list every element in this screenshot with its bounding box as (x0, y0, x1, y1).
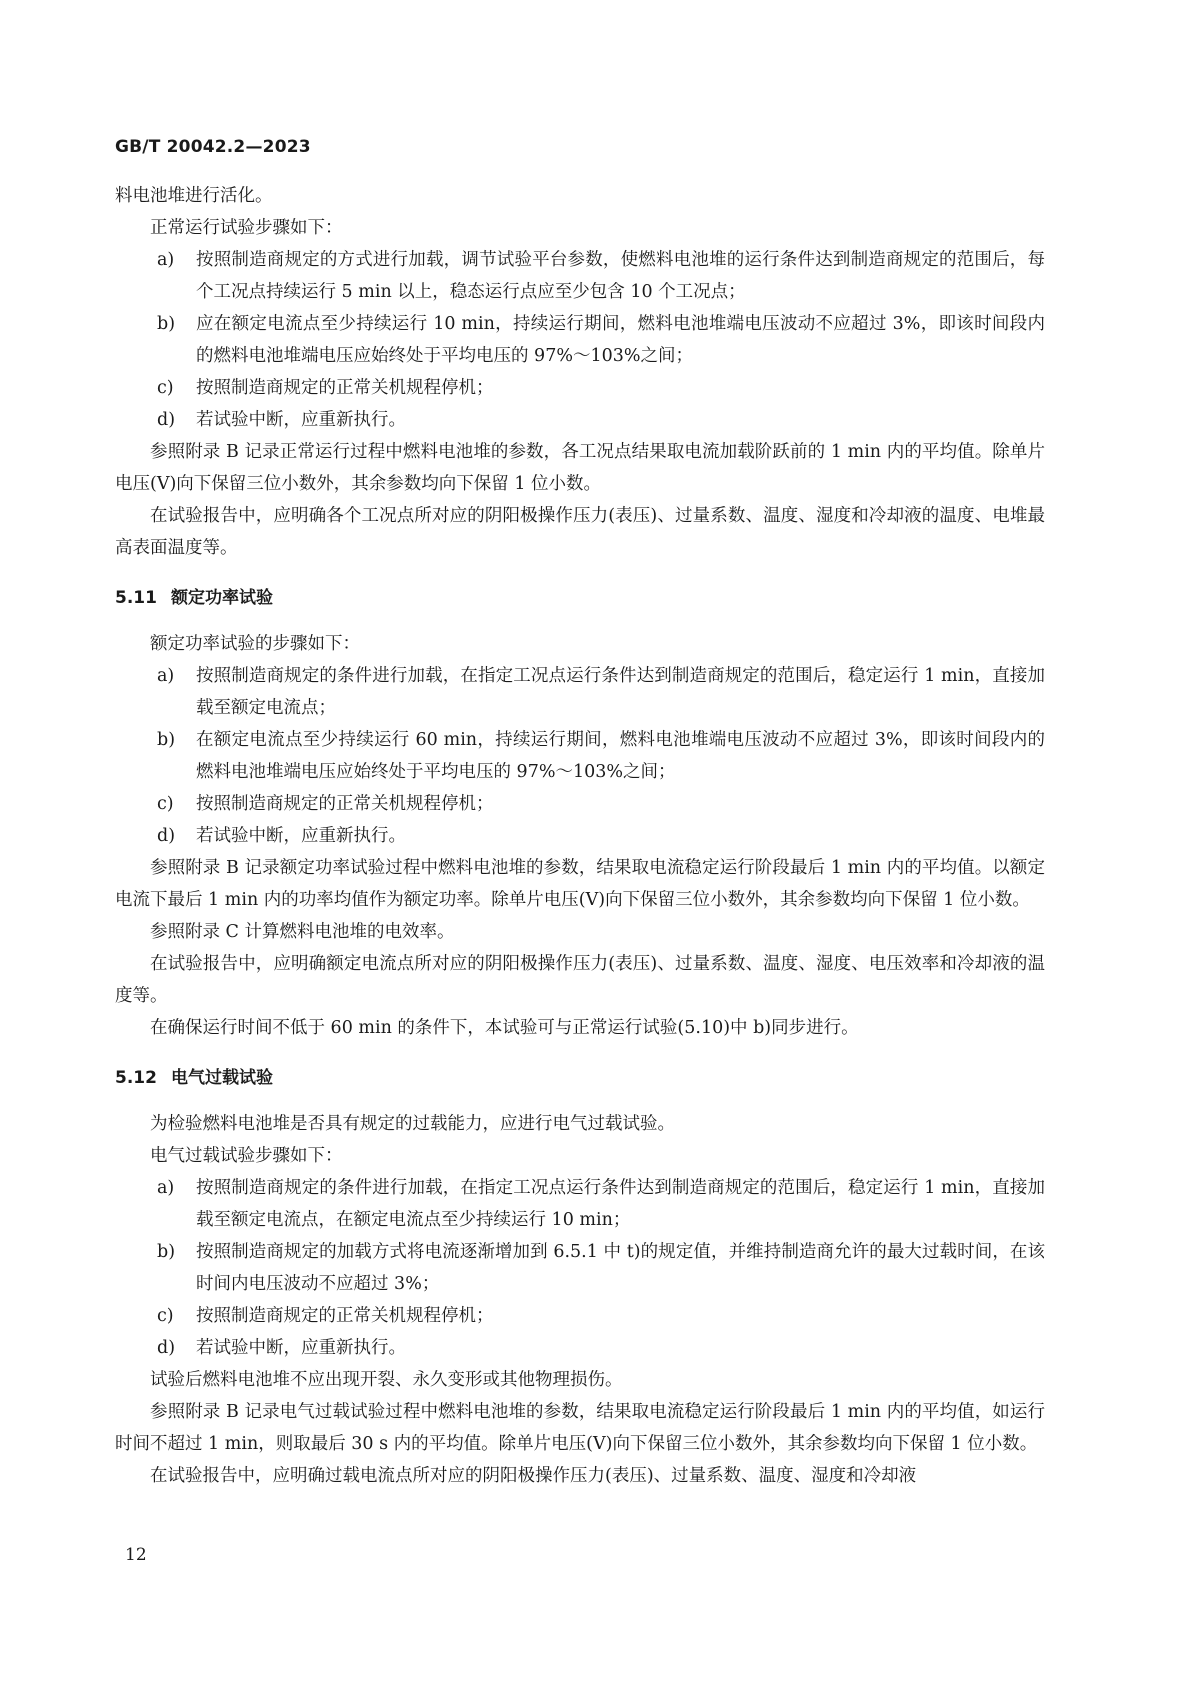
section-heading (115, 582, 1045, 614)
paragraph: 参照附录 B 记录额定功率试验过程中燃料电池堆的参数，结果取电流稳定运行阶段最后 1 min 内的平均值。以额定电流下最后 1 min 内的功率均值作为额定功率。除单片电压(V)向下保留三位小数外，其余参数均向下保留 1 位小数。 (115, 858, 1045, 910)
list-item-text: 若试验中断，应重新执行。 (196, 1338, 406, 1358)
list-item-text: 应在额定电流点至少持续运行 10 min，持续运行期间，燃料电池堆端电压波动不应超过 3%，即该时间段内的燃料电池堆端电压应始终处于平均电压的 97%～103%之间； (196, 314, 1045, 366)
paragraph: 在试验报告中，应明确过载电流点所对应的阴阳极操作压力(表压)、过量系数、温度、湿度和冷却液 (150, 1466, 917, 1486)
list-item-label: b) (157, 730, 176, 750)
paragraph: 额定功率试验的步骤如下： (150, 634, 360, 654)
list-item-label: c) (157, 378, 174, 398)
list-item (115, 404, 1045, 436)
list-item-label: a) (157, 250, 175, 270)
list-item-text: 按照制造商规定的正常关机规程停机； (196, 1306, 494, 1326)
paragraph: 电气过载试验步骤如下： (150, 1146, 343, 1166)
page-number: 12 (125, 1545, 147, 1565)
section-number: 5.12 (115, 1068, 157, 1088)
document-header: GB/T 20042.2—2023 (115, 137, 311, 157)
list-item-text: 按照制造商规定的正常关机规程停机； (196, 378, 494, 398)
list-item (115, 1236, 1045, 1300)
list-item-text: 按照制造商规定的加载方式将电流逐渐增加到 6.5.1 中 t)的规定值，并维持制造商允许的最大过载时间，在该时间内电压波动不应超过 3%； (196, 1242, 1045, 1294)
list-item (115, 660, 1045, 724)
list-item-text: 在额定电流点至少持续运行 60 min，持续运行期间，燃料电池堆端电压波动不应超过 3%，即该时间段内的燃料电池堆端电压应始终处于平均电压的 97%～103%之间； (196, 730, 1045, 782)
list-item (115, 372, 1045, 404)
list-item (115, 724, 1045, 788)
paragraph: 料电池堆进行活化。 (115, 186, 273, 206)
list-item-label: c) (157, 1306, 174, 1326)
paragraph: 试验后燃料电池堆不应出现开裂、永久变形或其他物理损伤。 (150, 1370, 623, 1390)
section-title: 额定功率试验 (171, 588, 273, 608)
paragraph: 参照附录 B 记录电气过载试验过程中燃料电池堆的参数，结果取电流稳定运行阶段最后 1 min 内的平均值，如运行时间不超过 1 min，则取最后 30 s 内的平均值。除单片电压(V)向下保留三位小数外，其余参数均向下保留 1 位小数。 (115, 1402, 1045, 1454)
list-item (115, 244, 1045, 308)
list-item-text: 若试验中断，应重新执行。 (196, 410, 406, 430)
list-item (115, 1172, 1045, 1236)
paragraph: 在确保运行时间不低于 60 min 的条件下，本试验可与正常运行试验(5.10)中 b)同步进行。 (150, 1018, 859, 1038)
section-title: 电气过载试验 (171, 1068, 273, 1088)
section-heading (115, 1062, 1045, 1094)
section-number: 5.11 (115, 588, 157, 608)
paragraph: 参照附录 B 记录正常运行过程中燃料电池堆的参数，各工况点结果取电流加载阶跃前的 1 min 内的平均值。除单片电压(V)向下保留三位小数外，其余参数均向下保留 1 位小数。 (115, 442, 1045, 494)
list-item-label: a) (157, 1178, 175, 1198)
list-item-label: d) (157, 826, 176, 846)
list-item-text: 若试验中断，应重新执行。 (196, 826, 406, 846)
paragraph: 正常运行试验步骤如下： (150, 218, 343, 238)
list-item-text: 按照制造商规定的正常关机规程停机； (196, 794, 494, 814)
paragraph: 参照附录 C 计算燃料电池堆的电效率。 (150, 922, 455, 942)
list-item-label: a) (157, 666, 175, 686)
list-item-label: b) (157, 1242, 176, 1262)
list-item (115, 788, 1045, 820)
list-item-text: 按照制造商规定的条件进行加载，在指定工况点运行条件达到制造商规定的范围后，稳定运行 1 min，直接加载至额定电流点，在额定电流点至少持续运行 10 min； (196, 1178, 1045, 1230)
list-item (115, 1300, 1045, 1332)
paragraph: 为检验燃料电池堆是否具有规定的过载能力，应进行电气过载试验。 (150, 1114, 675, 1134)
document-body (115, 180, 1045, 1492)
list-item (115, 308, 1045, 372)
list-item-text: 按照制造商规定的方式进行加载，调节试验平台参数，使燃料电池堆的运行条件达到制造商规定的范围后，每个工况点持续运行 5 min 以上，稳态运行点应至少包含 10 个工况点； (196, 250, 1045, 302)
list-item-label: d) (157, 1338, 176, 1358)
list-item-label: c) (157, 794, 174, 814)
list-item-text: 按照制造商规定的条件进行加载，在指定工况点运行条件达到制造商规定的范围后，稳定运行 1 min，直接加载至额定电流点； (196, 666, 1045, 718)
list-item-label: b) (157, 314, 176, 334)
list-item (115, 1332, 1045, 1364)
list-item (115, 820, 1045, 852)
paragraph: 在试验报告中，应明确各个工况点所对应的阴阳极操作压力(表压)、过量系数、温度、湿度和冷却液的温度、电堆最高表面温度等。 (115, 506, 1045, 558)
list-item-label: d) (157, 410, 176, 430)
paragraph: 在试验报告中，应明确额定电流点所对应的阴阳极操作压力(表压)、过量系数、温度、湿度、电压效率和冷却液的温度等。 (115, 954, 1045, 1006)
